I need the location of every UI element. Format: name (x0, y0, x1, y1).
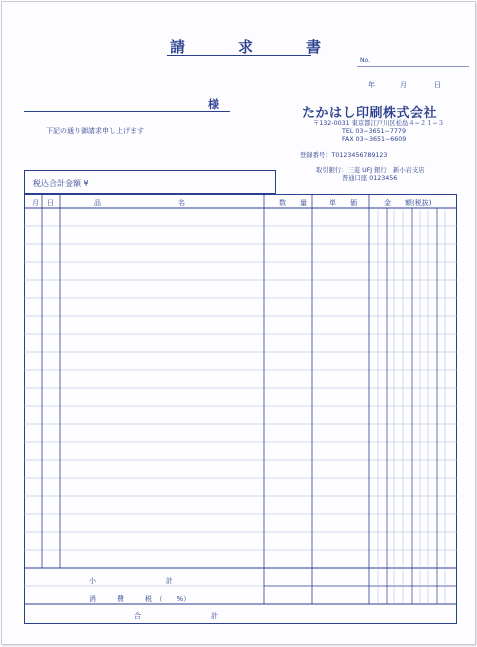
customer-suffix: 様 (208, 98, 219, 111)
header-month: 月 (32, 199, 39, 207)
header-item-name: 品 名 (94, 199, 185, 207)
date-month-label: 月 (400, 81, 407, 89)
header-amount: 金 額(税抜) (384, 199, 432, 207)
date-day-label: 日 (434, 81, 441, 89)
issuer-fax: FAX 03−3651−6609 (342, 136, 407, 143)
invoice-table (24, 194, 457, 624)
header-quantity: 数 量 (279, 199, 307, 207)
issuer-registration-number: 登録番号：T0123456789123 (300, 152, 388, 159)
footer-subtotal-label: 小 計 (89, 577, 173, 585)
invoice-sheet (1, 1, 476, 645)
total-amount-box[interactable] (24, 170, 276, 194)
issuer-address: 〒132-0031 東京都江戸川区松島４−２１−３ (313, 120, 445, 127)
invoice-number-label: No. (360, 57, 370, 64)
document-title: 請 求 書 (170, 38, 341, 56)
total-amount-label: 税込合計金額 ¥ (33, 179, 89, 188)
footer-grand-total-label: 合 計 (134, 612, 218, 620)
issuer-tel: TEL 03−3651−7779 (342, 128, 406, 135)
issuer-bank: 取引銀行：三菱 UFJ 銀行 新小岩支店 (316, 167, 425, 174)
greeting-text: 下記の通り御請求申し上げます (46, 127, 144, 135)
date-year-label: 年 (368, 81, 375, 89)
title-underline (167, 55, 311, 56)
issuer-company-name: たかはし印刷株式会社 (302, 106, 438, 121)
table-grid-lines (24, 194, 457, 624)
footer-tax-label: 消 費 税 （ %） (89, 595, 191, 603)
header-day: 日 (47, 199, 54, 207)
header-unit-price: 単 価 (329, 199, 357, 207)
customer-name-line[interactable] (24, 111, 230, 112)
table-outer-border (25, 195, 457, 624)
issuer-bank-account: 普通口座 0123456 (342, 175, 398, 182)
invoice-table-grid (24, 194, 457, 624)
invoice-number-line[interactable] (357, 66, 469, 67)
